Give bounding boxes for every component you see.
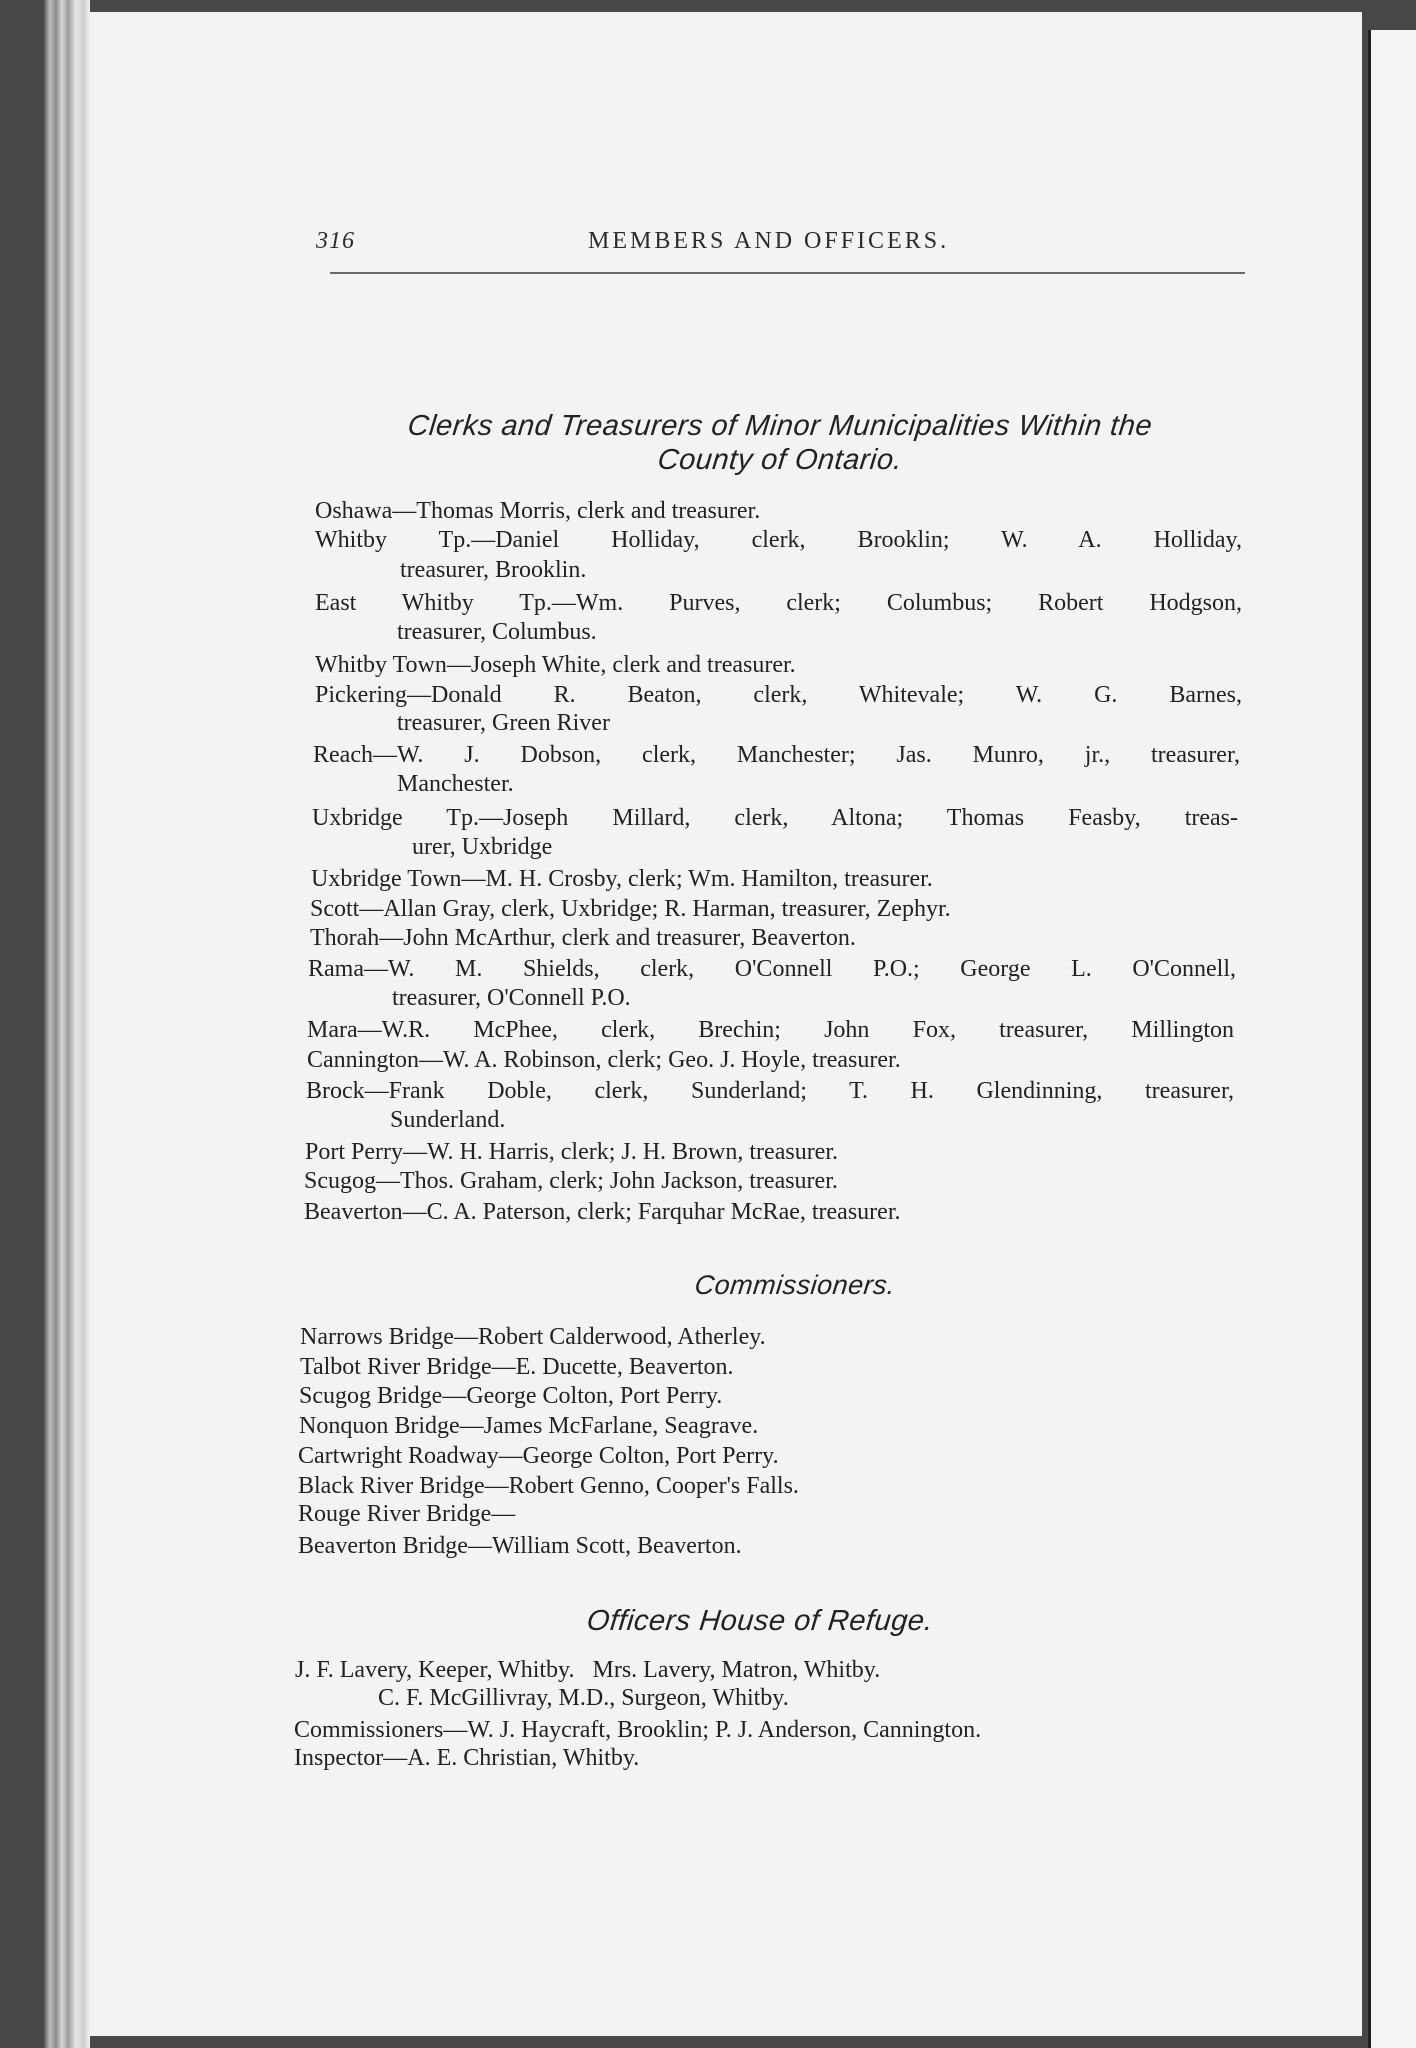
list-item: Cannington—W. A. Robinson, clerk; Geo. J. Hoyle, treasurer. — [307, 1047, 901, 1073]
list-item: Scugog—Thos. Graham, clerk; John Jackson, treasurer. — [304, 1168, 838, 1194]
list-item: Cartwright Roadway—George Colton, Port Perry. — [298, 1443, 779, 1469]
list-item: Scott—Allan Gray, clerk, Uxbridge; R. Harman, treasurer, Zephyr. — [310, 896, 951, 922]
list-item: Scugog Bridge—George Colton, Port Perry. — [299, 1383, 723, 1409]
list-item: Nonquon Bridge—James McFarlane, Seagrave. — [299, 1413, 759, 1439]
list-item: Talbot River Bridge—E. Ducette, Beaverton. — [300, 1354, 734, 1380]
list-item: Whitby Town—Joseph White, clerk and treasurer. — [315, 652, 796, 678]
list-item: Thorah—John McArthur, clerk and treasurer, Beaverton. — [310, 925, 856, 951]
list-item: Oshawa—Thomas Morris, clerk and treasurer. — [315, 498, 761, 524]
list-item: Rama—W. M. Shields, clerk, O'Connell P.O.; George L. O'Connell, — [308, 956, 1236, 982]
list-item: Inspector—A. E. Christian, Whitby. — [294, 1745, 640, 1771]
list-item: Brock—Frank Doble, clerk, Sunderland; T. H. Glendinning, treasurer, — [306, 1078, 1234, 1104]
section-title-clerks-line2: County of Ontario. — [656, 444, 904, 476]
book-spine — [44, 0, 90, 2048]
list-item: Mara—W.R. McPhee, clerk, Brechin; John Fox, treasurer, Millington — [307, 1017, 1234, 1043]
list-item: Manchester. — [397, 771, 514, 797]
list-item: Black River Bridge—Robert Genno, Cooper's Falls. — [298, 1473, 799, 1499]
list-item: J. F. Lavery, Keeper, Whitby. Mrs. Lavery, Matron, Whitby. — [295, 1657, 881, 1683]
list-item: C. F. McGillivray, M.D., Surgeon, Whitby. — [378, 1685, 789, 1711]
list-item: Whitby Tp.—Daniel Holliday, clerk, Brooklin; W. A. Holliday, — [315, 527, 1242, 553]
header-rule — [330, 272, 1245, 274]
section-title-commissioners: Commissioners. — [693, 1270, 897, 1300]
list-item: East Whitby Tp.—Wm. Purves, clerk; Columbus; Robert Hodgson, — [315, 590, 1242, 616]
list-item: Reach—W. J. Dobson, clerk, Manchester; Jas. Munro, jr., treasurer, — [313, 742, 1240, 768]
list-item: treasurer, O'Connell P.O. — [392, 985, 631, 1011]
section-title-clerks-line1: Clerks and Treasurers of Minor Municipalities Within the — [406, 410, 1154, 442]
list-item: urer, Uxbridge — [412, 834, 553, 860]
list-item: Pickering—Donald R. Beaton, clerk, Whitevale; W. G. Barnes, — [315, 682, 1242, 708]
list-item: Uxbridge Tp.—Joseph Millard, clerk, Altona; Thomas Feasby, treas- — [312, 805, 1238, 831]
list-item: Narrows Bridge—Robert Calderwood, Atherley. — [300, 1324, 766, 1350]
list-item: treasurer, Green River — [397, 710, 610, 736]
section-title-refuge: Officers House of Refuge. — [585, 1605, 935, 1637]
list-item: Sunderland. — [390, 1107, 506, 1133]
facing-page-edge — [1368, 30, 1416, 2048]
list-item: treasurer, Brooklin. — [400, 557, 587, 583]
list-item: Beaverton Bridge—William Scott, Beaverton. — [298, 1533, 742, 1559]
list-item: treasurer, Columbus. — [397, 619, 597, 645]
list-item: Port Perry—W. H. Harris, clerk; J. H. Brown, treasurer. — [305, 1139, 839, 1165]
list-item: Beaverton—C. A. Paterson, clerk; Farquhar McRae, treasurer. — [304, 1199, 901, 1225]
list-item: Commissioners—W. J. Haycraft, Brooklin; P. J. Anderson, Cannington. — [294, 1717, 982, 1743]
running-header: MEMBERS AND OFFICERS. — [588, 228, 950, 254]
list-item: Uxbridge Town—M. H. Crosby, clerk; Wm. Hamilton, treasurer. — [311, 866, 933, 892]
list-item: Rouge River Bridge— — [298, 1501, 516, 1527]
page-number: 316 — [316, 228, 355, 254]
